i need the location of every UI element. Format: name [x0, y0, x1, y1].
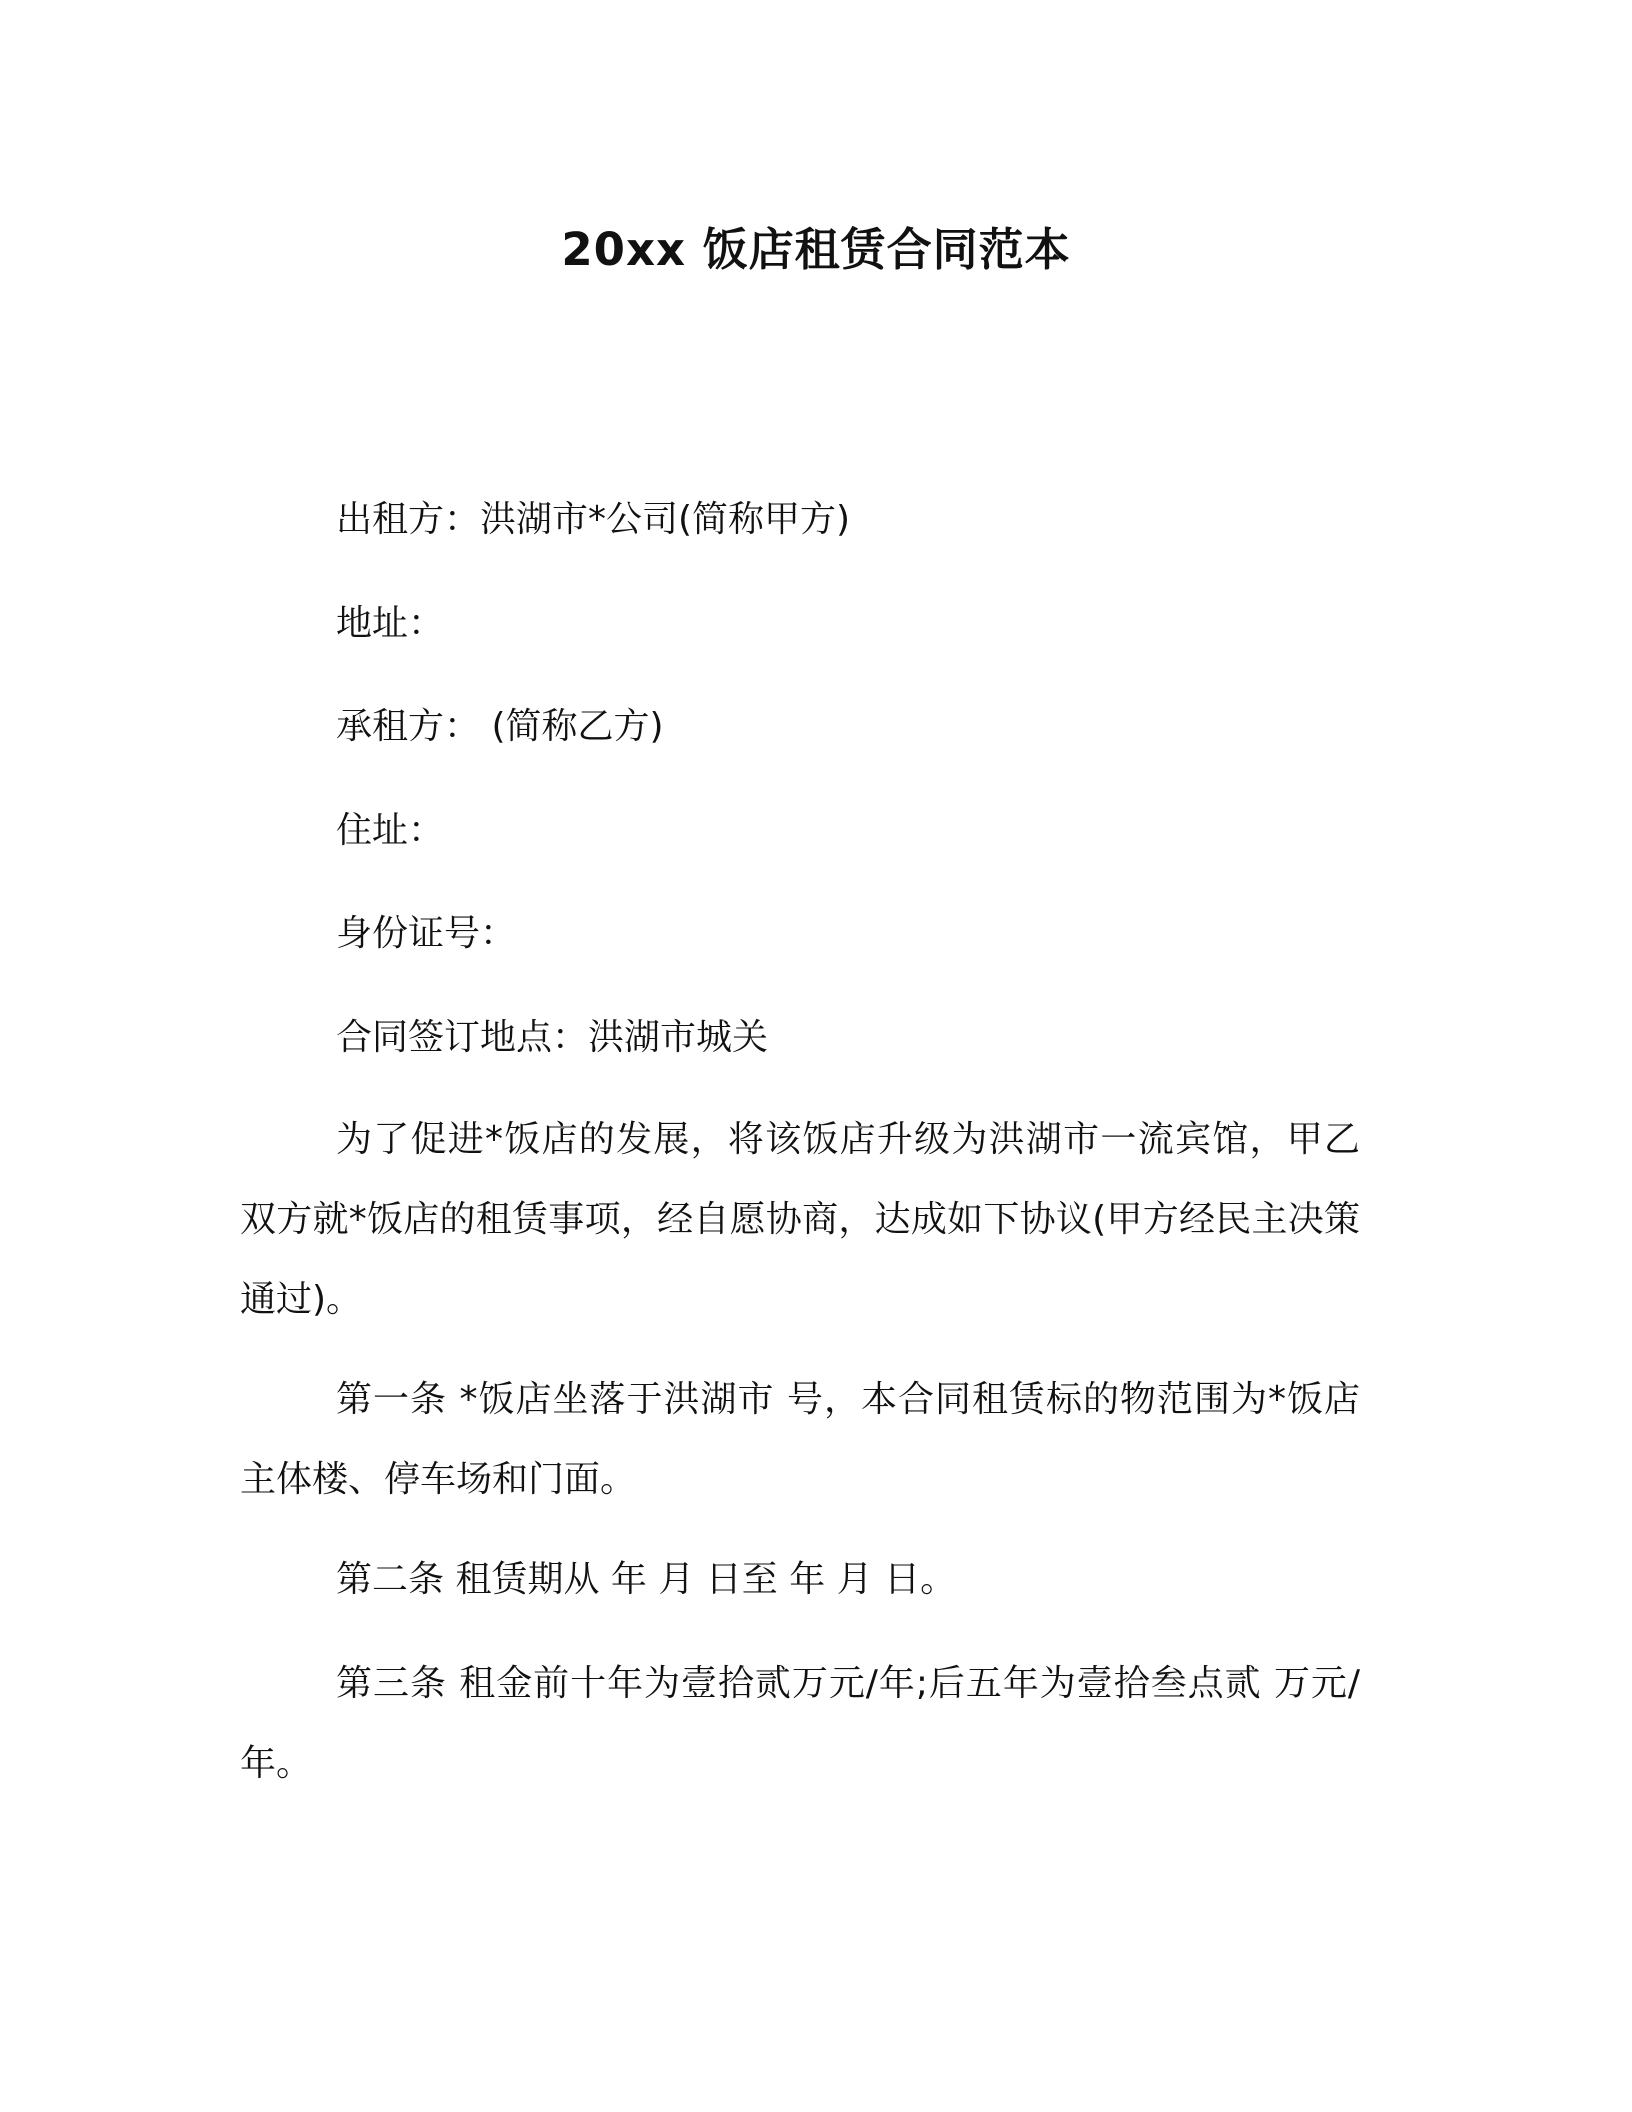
lessor-line: 出租方：洪湖市*公司(简称甲方) [336, 499, 851, 540]
article-1-paragraph: 第一条 *饭店坐落于洪湖市 号，本合同租赁标的物范围为*饭店主体楼、停车场和门面。 [240, 1379, 1360, 1500]
id-number-line: 身份证号： [336, 913, 517, 954]
signing-place-line: 合同签订地点：洪湖市城关 [336, 1017, 769, 1058]
lessee-line: 承租方： (简称乙方) [336, 706, 664, 747]
address-line: 地址： [336, 603, 445, 644]
article-2-paragraph: 第二条 租赁期从 年 月 日至 年 月 日。 [336, 1559, 957, 1600]
residence-line: 住址： [336, 810, 445, 851]
preamble-paragraph: 为了促进*饭店的发展，将该饭店升级为洪湖市一流宾馆，甲乙双方就*饭店的租赁事项，经自愿协商，达成如下协议(甲方经民主决策通过)。 [240, 1119, 1360, 1320]
document-title: 20xx 饭店租赁合同范本 [561, 223, 1071, 276]
article-3-paragraph: 第三条 租金前十年为壹拾贰万元/年;后五年为壹拾叁点贰 万元/年。 [240, 1663, 1360, 1784]
